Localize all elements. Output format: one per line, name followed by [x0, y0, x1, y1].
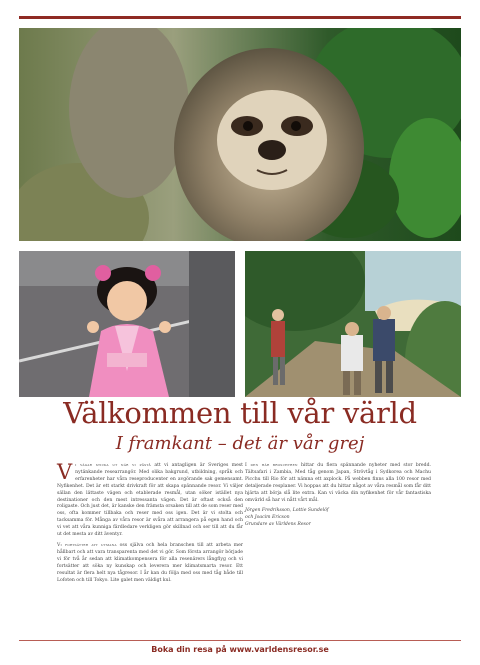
signature [245, 508, 431, 529]
photo-hikers-trail [245, 251, 461, 397]
signature-title: Grundare av Världens Resor [245, 522, 311, 528]
paragraph-2 [57, 543, 243, 584]
paragraph-3 [245, 463, 431, 504]
signature-names-1: Jörgen Fredriksson, Lottie Sundelöf [245, 508, 329, 514]
article-column-1 [57, 460, 244, 588]
footer-booking-link[interactable]: Boka din resa på www.varldensresor.se [151, 645, 329, 654]
top-rule [19, 16, 461, 19]
paragraph-2-body: oss själva och hela branschen till att arbeta mer hållbart och att vara transparenta med det vi gör. Som första arrangör började vi för två år sedan att klimatkompensera för alla resenärers långflyg och vi fortsätter att söka ny kunskap och leverera mer klimatsmarta resor. Ett resultat är flera helt nya tågresor. I år kan du följa med oss med tåg både till Lofoten och till Tokyo. Lite galet men väldigt kul. [57, 542, 243, 583]
headline: Välkommen till vår värld [63, 396, 417, 430]
paragraph-3-body: hittar du flera spännande nyheter med stor bredd. Tältsafari i Zambia, Med tåg genom Japan, Strövtåg i Sydkorea och Machu Picchu till Rio för att nämna ett axplock. På webben finns alla 100 resor med detaljerade resplaner. Vi hoppas att du hittar något av våra resmål som får ditt hjärta att börja slå lite extra. Kan vi väcka din nyfikenhet för vår fantastiska omvärld så har vi nått vårt mål. [245, 463, 431, 503]
drop-cap: V [57, 460, 73, 484]
paragraph-3-lead: I den här broschyren [245, 463, 298, 468]
paragraph-2-lead: Vi fortsätter att utmana [57, 542, 117, 548]
bottom-rule [19, 640, 461, 641]
subheadline: I framkant – det är vår grej [115, 433, 365, 454]
paragraph-1-lead: i vägar sticka ut när vi påstå [75, 463, 151, 468]
paragraph-1 [57, 460, 244, 539]
photo-girl-kimono [19, 251, 235, 397]
article-column-2 [245, 463, 431, 533]
hero-photo-sloth [19, 28, 461, 241]
paragraph-1-body: att vi antagligen är Sveriges mest nytänkande researrangör. Med olika bakgrund, utbildning, språk och erfarenheter har våra reseproducenter en avgörande sak gemensamt. Nyfikenhet. Det är ett starkt drivkraft för att skapa spännande resor. Vi väljer sällan den lättaste vägen och etablerade resmål, utan söker istället nya destinationer och den mest intressanta vägen. Det är oftast också den roligaste. Och just det, är kanske den främsta orsaken till att de som reser med oss, ofta kommer tillbaka och reser med oss igen. Det är vi stolta och tacksamma för. Många av våra resor är svåra att arrangera på egen hand och vi vet att våra kunniga färdledare verkligen gör skillnad och ser till att du får ut det mesta av ditt äventyr. [57, 463, 244, 538]
signature-names-2: och Joacim Ericson [245, 515, 290, 521]
